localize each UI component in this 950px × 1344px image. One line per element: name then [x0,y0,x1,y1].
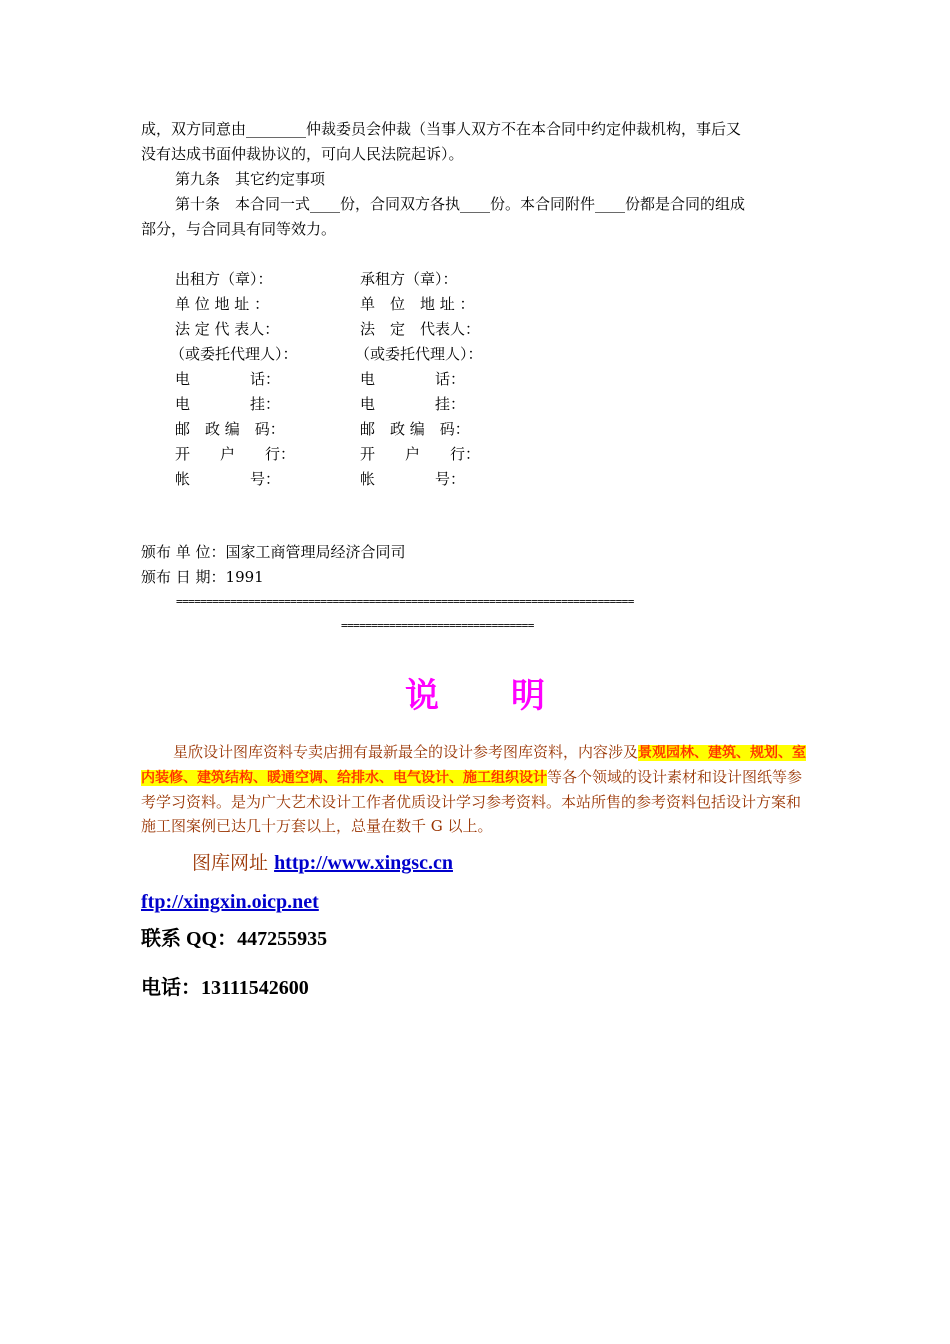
lessee-representative-label: 法 定 代表人： [360,320,481,338]
lessor-postcode-label: 邮 政 编 码： [175,420,285,438]
qq-contact: 联系 QQ：447255935 [141,928,328,950]
lessee-label: 承租方（章）： [360,270,458,288]
issuing-date: 颁布 日 期：1991 [141,568,264,586]
intro-text: 等各个领域的设计素材和设计图纸等参考学习资料。是为广大艺术设计工作者优质设计学习参考资料。本站所售的参考资料包括设计方案和施工图案例已达几十万套以上，总量在数千 G 以上。 [141,768,803,835]
issuing-unit: 颁布 单 位：国家工商管理局经济合同司 [141,543,406,561]
paragraph-line: 没有达成书面仲裁协议的，可向人民法院起诉）。 [141,145,464,163]
site-line [192,850,453,876]
paragraph-line: 部分，与合同具有同等效力。 [141,220,337,238]
lessee-telegraph-label: 电 挂： [360,395,466,413]
ftp-link[interactable]: ftp://xingxin.oicp.net [141,891,319,913]
lessee-postcode-label: 邮 政 编 码： [360,420,470,438]
lessee-address-label: 单 位 地 址 ： [360,295,475,313]
notice-title-char: 明 [511,676,545,716]
lessee-agent-label: （或委托代理人）： [355,345,483,363]
lessor-representative-label: 法 定 代 表人： [175,320,280,338]
separator-line: ================================ [341,619,534,632]
notice-intro [141,740,811,838]
lessor-label: 出租方（章）： [175,270,273,288]
notice-title [0,668,950,717]
intro-text: 星欣设计图库资料专卖店拥有最新最全的设计参考图库资料，内容涉及 [173,743,639,761]
paragraph-line: 成，双方同意由________仲裁委员会仲裁（当事人双方不在本合同中约定仲裁机构，事后又 [141,120,742,138]
lessor-address-label: 单 位 地 址 ： [175,295,270,313]
lessee-phone-label: 电 话： [360,370,466,388]
lessee-bank-label: 开 户 行： [360,445,481,463]
lessee-account-label: 帐 号： [360,470,466,488]
ftp-line [141,888,319,915]
phone-contact: 电话：13111542600 [141,977,309,999]
article-10: 第十条 本合同一式____份，合同双方各执____份。本合同附件____份都是合同的组成 [175,195,746,213]
site-label: 图库网址 [192,852,269,874]
lessor-account-label: 帐 号： [175,470,281,488]
separator-line: ============================================================================ [176,595,634,608]
article-9: 第九条 其它约定事项 [175,170,326,188]
lessor-bank-label: 开 户 行： [175,445,296,463]
lessor-telegraph-label: 电 挂： [175,395,281,413]
notice-title-char: 说 [405,676,439,716]
lessor-agent-label: （或委托代理人）： [170,345,298,363]
lessor-phone-label: 电 话： [175,370,281,388]
site-link[interactable]: http://www.xingsc.cn [274,852,453,874]
intro-highlight: 景观园林、建筑、规划、室内装修、建筑结构、暖通空调、给排水、电气设计、施工组织设计 [141,745,807,786]
